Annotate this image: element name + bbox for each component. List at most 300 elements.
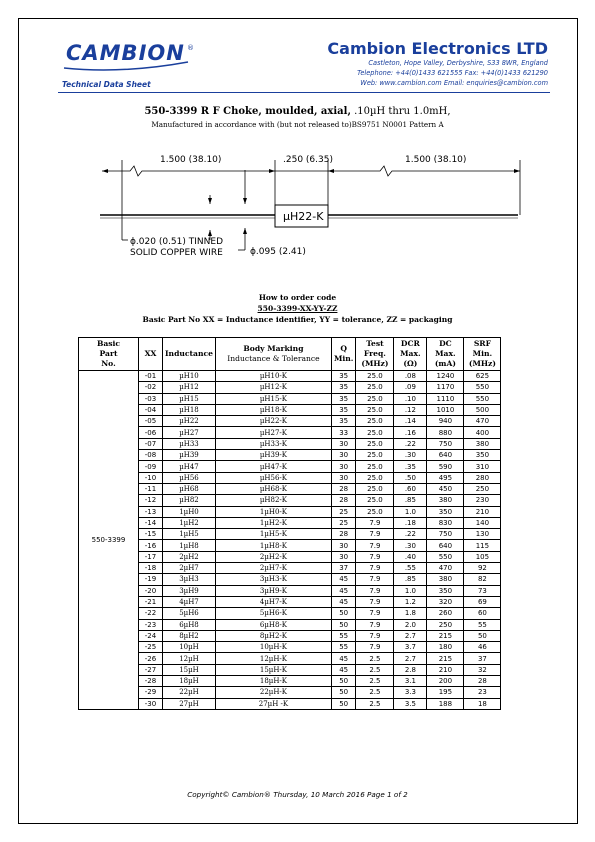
col-q: Q Min. <box>331 338 355 371</box>
cell-dc: 250 <box>427 619 464 630</box>
cell-bm: 4µH7-K <box>215 596 331 607</box>
cell-srf: 37 <box>464 653 501 664</box>
body-diameter: ϕ.095 (2.41) <box>250 247 306 257</box>
cell-xx: -27 <box>139 664 163 675</box>
cell-srf: 130 <box>464 529 501 540</box>
cell-ind: µH68 <box>163 483 216 494</box>
cell-f: 7.9 <box>356 619 394 630</box>
cell-ind: 4µH7 <box>163 596 216 607</box>
cell-f: 25.0 <box>356 404 394 415</box>
cell-xx: -09 <box>139 461 163 472</box>
cell-dc: 210 <box>427 664 464 675</box>
cell-q: 28 <box>331 483 355 494</box>
cell-srf: 50 <box>464 630 501 641</box>
cell-ind: 1µH2 <box>163 517 216 528</box>
cell-q: 35 <box>331 382 355 393</box>
cell-bm: 18µH-K <box>215 676 331 687</box>
cell-ind: 18µH <box>163 676 216 687</box>
cell-ind: µH56 <box>163 472 216 483</box>
product-title <box>0 106 595 117</box>
cell-q: 45 <box>331 585 355 596</box>
cell-bm: 10µH-K <box>215 642 331 653</box>
cell-dcr: .10 <box>394 393 427 404</box>
cell-bm: 1µH8-K <box>215 540 331 551</box>
cell-bm: µH27-K <box>215 427 331 438</box>
cell-dcr: .40 <box>394 551 427 562</box>
cell-dcr: 2.7 <box>394 653 427 664</box>
table-row <box>79 517 501 528</box>
cell-dcr: .85 <box>394 574 427 585</box>
cell-dc: 470 <box>427 563 464 574</box>
cell-xx: -23 <box>139 619 163 630</box>
cell-ind: 2µH7 <box>163 563 216 574</box>
cell-ind: 27µH <box>163 698 216 709</box>
cell-bm: 15µH-K <box>215 664 331 675</box>
cell-bm: 3µH3-K <box>215 574 331 585</box>
cell-bm: µH12-K <box>215 382 331 393</box>
cell-dc: 195 <box>427 687 464 698</box>
company-phone-fax: Telephone: +44(0)1433 621555 Fax: +44(0)1433 621290 <box>357 69 548 77</box>
col-body-marking: Body Marking Inductance & Tolerance <box>215 338 331 371</box>
cell-f: 7.9 <box>356 540 394 551</box>
cell-xx: -08 <box>139 450 163 461</box>
cell-xx: -20 <box>139 585 163 596</box>
table-row <box>79 506 501 517</box>
cell-dcr: .50 <box>394 472 427 483</box>
cell-q: 50 <box>331 687 355 698</box>
cell-dcr: .30 <box>394 450 427 461</box>
col-dc: DC Max. (mA) <box>427 338 464 371</box>
cell-dcr: 2.0 <box>394 619 427 630</box>
cell-bm: µH39-K <box>215 450 331 461</box>
cell-srf: 210 <box>464 506 501 517</box>
table-row <box>79 529 501 540</box>
col-test-freq: Test Freq. (MHz) <box>356 338 394 371</box>
table-row <box>79 585 501 596</box>
spec-table <box>78 337 501 710</box>
cell-dcr: .16 <box>394 427 427 438</box>
cell-dc: 880 <box>427 427 464 438</box>
company-logo: CAMBION <box>66 41 185 65</box>
table-row <box>79 472 501 483</box>
cell-f: 7.9 <box>356 574 394 585</box>
wire-spec-line1: ϕ.020 (0.51) TINNED <box>130 237 223 247</box>
cell-q: 45 <box>331 653 355 664</box>
cell-q: 37 <box>331 563 355 574</box>
cell-ind: µH22 <box>163 416 216 427</box>
cell-srf: 92 <box>464 563 501 574</box>
cell-srf: 46 <box>464 642 501 653</box>
table-row <box>79 642 501 653</box>
cell-srf: 18 <box>464 698 501 709</box>
cell-srf: 69 <box>464 596 501 607</box>
cell-q: 28 <box>331 495 355 506</box>
cell-xx: -13 <box>139 506 163 517</box>
cell-f: 25.0 <box>356 461 394 472</box>
cell-bm: µH56-K <box>215 472 331 483</box>
cell-dc: 1010 <box>427 404 464 415</box>
cell-q: 30 <box>331 438 355 449</box>
cell-f: 25.0 <box>356 495 394 506</box>
cell-f: 2.5 <box>356 698 394 709</box>
cell-f: 25.0 <box>356 382 394 393</box>
cell-srf: 250 <box>464 483 501 494</box>
cell-xx: -22 <box>139 608 163 619</box>
cell-srf: 550 <box>464 382 501 393</box>
cell-dcr: .22 <box>394 529 427 540</box>
cell-dc: 550 <box>427 551 464 562</box>
cell-bm: µH82-K <box>215 495 331 506</box>
dimension-drawing <box>90 140 530 280</box>
cell-dc: 260 <box>427 608 464 619</box>
cell-dcr: .85 <box>394 495 427 506</box>
cell-dc: 750 <box>427 438 464 449</box>
cell-bm: 6µH8-K <box>215 619 331 630</box>
cell-dcr: .18 <box>394 517 427 528</box>
cell-f: 25.0 <box>356 438 394 449</box>
cell-q: 45 <box>331 664 355 675</box>
cell-f: 2.5 <box>356 664 394 675</box>
order-heading: How to order code <box>258 293 337 302</box>
cell-xx: -06 <box>139 427 163 438</box>
table-header-row <box>79 338 501 371</box>
table-row <box>79 404 501 415</box>
cell-ind: µH47 <box>163 461 216 472</box>
order-code: 550-3399-XX-YY-ZZ <box>257 304 338 313</box>
cell-bm: µH47-K <box>215 461 331 472</box>
cell-srf: 625 <box>464 371 501 382</box>
cell-q: 35 <box>331 404 355 415</box>
cell-bm: 12µH-K <box>215 653 331 664</box>
cell-ind: 8µH2 <box>163 630 216 641</box>
cell-ind: 15µH <box>163 664 216 675</box>
cell-q: 50 <box>331 676 355 687</box>
dim-lead-left: 1.500 (38.10) <box>160 155 222 165</box>
table-row <box>79 596 501 607</box>
cell-srf: 400 <box>464 427 501 438</box>
cell-xx: -11 <box>139 483 163 494</box>
cell-dcr: .22 <box>394 438 427 449</box>
cell-bm: 1µH5-K <box>215 529 331 540</box>
company-address: Castleton, Hope Valley, Derbyshire, S33 8WR, England <box>368 59 548 67</box>
table-row <box>79 393 501 404</box>
product-title-main: 550-3399 R F Choke, moulded, axial, <box>144 106 351 117</box>
cell-xx: -25 <box>139 642 163 653</box>
cell-q: 55 <box>331 630 355 641</box>
order-legend: Basic Part No XX = Inductance identifier, YY = tolerance, ZZ = packaging <box>142 315 453 324</box>
cell-xx: -17 <box>139 551 163 562</box>
cell-xx: -15 <box>139 529 163 540</box>
cell-dcr: .60 <box>394 483 427 494</box>
cell-dcr: 1.0 <box>394 585 427 596</box>
cell-srf: 73 <box>464 585 501 596</box>
cell-xx: -18 <box>139 563 163 574</box>
cell-ind: 1µH8 <box>163 540 216 551</box>
cell-q: 50 <box>331 619 355 630</box>
cell-xx: -10 <box>139 472 163 483</box>
col-basic-part: Basic Part No. <box>79 338 139 371</box>
cell-q: 35 <box>331 416 355 427</box>
cell-f: 7.9 <box>356 529 394 540</box>
table-row <box>79 483 501 494</box>
cell-ind: 3µH3 <box>163 574 216 585</box>
table-row <box>79 382 501 393</box>
cell-xx: -16 <box>139 540 163 551</box>
cell-srf: 230 <box>464 495 501 506</box>
cell-dc: 350 <box>427 506 464 517</box>
cell-q: 30 <box>331 472 355 483</box>
wire-spec-line2: SOLID COPPER WIRE <box>130 248 223 258</box>
cell-dc: 940 <box>427 416 464 427</box>
cell-srf: 60 <box>464 608 501 619</box>
cell-bm: 1µH0-K <box>215 506 331 517</box>
col-srf: SRF Min. (MHz) <box>464 338 501 371</box>
table-row <box>79 461 501 472</box>
col-inductance: Inductance <box>163 338 216 371</box>
cell-srf: 470 <box>464 416 501 427</box>
cell-dcr: .30 <box>394 540 427 551</box>
basic-part-cell: 550-3399 <box>79 371 139 710</box>
cell-xx: -29 <box>139 687 163 698</box>
cell-q: 30 <box>331 461 355 472</box>
body-marking-label: µH22-K <box>283 210 324 223</box>
cell-dcr: 1.8 <box>394 608 427 619</box>
cell-q: 35 <box>331 371 355 382</box>
table-row <box>79 574 501 585</box>
cell-srf: 115 <box>464 540 501 551</box>
cell-xx: -03 <box>139 393 163 404</box>
table-row <box>79 551 501 562</box>
cell-f: 7.9 <box>356 596 394 607</box>
dim-body-length: .250 (6.35) <box>283 155 333 165</box>
cell-dc: 200 <box>427 676 464 687</box>
page-footer: Copyright© Cambion® Thursday, 10 March 2016 Page 1 of 2 <box>187 790 408 799</box>
cell-dc: 450 <box>427 483 464 494</box>
cell-ind: 1µH5 <box>163 529 216 540</box>
cell-bm: 1µH2-K <box>215 517 331 528</box>
cell-xx: -04 <box>139 404 163 415</box>
cell-f: 25.0 <box>356 416 394 427</box>
cell-srf: 350 <box>464 450 501 461</box>
logo-registered-mark: ® <box>187 44 194 52</box>
table-row <box>79 540 501 551</box>
cell-srf: 500 <box>464 404 501 415</box>
cell-dcr: .08 <box>394 371 427 382</box>
cell-xx: -19 <box>139 574 163 585</box>
cell-dc: 188 <box>427 698 464 709</box>
cell-f: 7.9 <box>356 563 394 574</box>
table-row <box>79 664 501 675</box>
cell-f: 7.9 <box>356 642 394 653</box>
cell-dc: 1170 <box>427 382 464 393</box>
cell-dcr: .12 <box>394 404 427 415</box>
cell-xx: -07 <box>139 438 163 449</box>
table-row <box>79 698 501 709</box>
cell-f: 2.5 <box>356 653 394 664</box>
cell-f: 25.0 <box>356 472 394 483</box>
product-subtitle: Manufactured in accordance with (but not released to)BS9751 N0001 Pattern A <box>151 120 444 129</box>
cell-ind: 12µH <box>163 653 216 664</box>
cell-dcr: 1.0 <box>394 506 427 517</box>
cell-f: 2.5 <box>356 676 394 687</box>
table-row <box>79 630 501 641</box>
table-row <box>79 450 501 461</box>
cell-q: 33 <box>331 427 355 438</box>
cell-xx: -21 <box>139 596 163 607</box>
table-row <box>79 608 501 619</box>
cell-bm: 27µH -K <box>215 698 331 709</box>
table-row <box>79 495 501 506</box>
cell-srf: 310 <box>464 461 501 472</box>
cell-bm: µH22-K <box>215 416 331 427</box>
cell-q: 30 <box>331 551 355 562</box>
cell-srf: 380 <box>464 438 501 449</box>
cell-srf: 82 <box>464 574 501 585</box>
dim-line-left <box>102 166 275 176</box>
cell-dc: 320 <box>427 596 464 607</box>
cell-srf: 23 <box>464 687 501 698</box>
table-row <box>79 371 501 382</box>
cell-bm: 5µH6-K <box>215 608 331 619</box>
cell-dc: 180 <box>427 642 464 653</box>
cell-xx: -26 <box>139 653 163 664</box>
cell-dc: 215 <box>427 653 464 664</box>
cell-dcr: .55 <box>394 563 427 574</box>
cell-ind: µH18 <box>163 404 216 415</box>
cell-q: 45 <box>331 574 355 585</box>
cell-ind: 5µH6 <box>163 608 216 619</box>
cell-ind: µH12 <box>163 382 216 393</box>
cell-dc: 830 <box>427 517 464 528</box>
cell-bm: 3µH9-K <box>215 585 331 596</box>
cell-q: 35 <box>331 393 355 404</box>
cell-bm: 2µH7-K <box>215 563 331 574</box>
cell-srf: 140 <box>464 517 501 528</box>
cell-ind: 2µH2 <box>163 551 216 562</box>
cell-xx: -14 <box>139 517 163 528</box>
cell-dc: 380 <box>427 495 464 506</box>
cell-dcr: .14 <box>394 416 427 427</box>
cell-q: 45 <box>331 596 355 607</box>
cell-dc: 215 <box>427 630 464 641</box>
cell-q: 55 <box>331 642 355 653</box>
cell-bm: 22µH-K <box>215 687 331 698</box>
cell-q: 50 <box>331 698 355 709</box>
cell-f: 25.0 <box>356 506 394 517</box>
cell-dc: 750 <box>427 529 464 540</box>
table-row <box>79 653 501 664</box>
cell-bm: µH18-K <box>215 404 331 415</box>
cell-bm: µH15-K <box>215 393 331 404</box>
cell-dc: 590 <box>427 461 464 472</box>
cell-ind: µH39 <box>163 450 216 461</box>
cell-xx: -01 <box>139 371 163 382</box>
cell-dc: 495 <box>427 472 464 483</box>
cell-ind: µH82 <box>163 495 216 506</box>
cell-dcr: 3.1 <box>394 676 427 687</box>
cell-q: 30 <box>331 540 355 551</box>
company-web-email: Web: www.cambion.com Email: enquiries@cambion.com <box>360 79 548 87</box>
cell-f: 7.9 <box>356 551 394 562</box>
cell-dcr: 2.8 <box>394 664 427 675</box>
cell-dcr: .35 <box>394 461 427 472</box>
cell-ind: 1µH0 <box>163 506 216 517</box>
cell-dcr: 3.5 <box>394 698 427 709</box>
dim-line-right <box>328 166 520 176</box>
cell-f: 25.0 <box>356 371 394 382</box>
cell-ind: 6µH8 <box>163 619 216 630</box>
cell-dcr: 1.2 <box>394 596 427 607</box>
cell-bm: µH10-K <box>215 371 331 382</box>
cell-dcr: 2.7 <box>394 630 427 641</box>
table-row <box>79 416 501 427</box>
cell-q: 25 <box>331 517 355 528</box>
cell-q: 50 <box>331 608 355 619</box>
cell-f: 25.0 <box>356 483 394 494</box>
cell-srf: 550 <box>464 393 501 404</box>
cell-ind: µH33 <box>163 438 216 449</box>
cell-f: 25.0 <box>356 427 394 438</box>
table-row <box>79 427 501 438</box>
cell-xx: -28 <box>139 676 163 687</box>
cell-dcr: 3.7 <box>394 642 427 653</box>
cell-bm: 2µH2-K <box>215 551 331 562</box>
table-row <box>79 676 501 687</box>
cell-dcr: 3.3 <box>394 687 427 698</box>
cell-bm: µH68-K <box>215 483 331 494</box>
cell-f: 7.9 <box>356 585 394 596</box>
cell-dc: 350 <box>427 585 464 596</box>
cell-q: 28 <box>331 529 355 540</box>
col-xx: XX <box>139 338 163 371</box>
dim-lead-right: 1.500 (38.10) <box>405 155 467 165</box>
cell-ind: µH10 <box>163 371 216 382</box>
cell-srf: 28 <box>464 676 501 687</box>
cell-f: 25.0 <box>356 393 394 404</box>
cell-ind: 22µH <box>163 687 216 698</box>
cell-xx: -24 <box>139 630 163 641</box>
product-title-range: .10µH thru 1.0mH, <box>350 106 451 117</box>
header-rule <box>58 92 550 93</box>
cell-srf: 55 <box>464 619 501 630</box>
cell-f: 25.0 <box>356 450 394 461</box>
cell-srf: 280 <box>464 472 501 483</box>
cell-ind: µH15 <box>163 393 216 404</box>
cell-q: 25 <box>331 506 355 517</box>
cell-bm: 8µH2-K <box>215 630 331 641</box>
table-row <box>79 563 501 574</box>
cell-f: 7.9 <box>356 608 394 619</box>
table-row <box>79 438 501 449</box>
cell-srf: 32 <box>464 664 501 675</box>
cell-xx: -05 <box>139 416 163 427</box>
cell-srf: 105 <box>464 551 501 562</box>
cell-f: 2.5 <box>356 687 394 698</box>
cell-bm: µH33-K <box>215 438 331 449</box>
cell-xx: -30 <box>139 698 163 709</box>
cell-f: 7.9 <box>356 517 394 528</box>
col-dcr: DCR Max. (Ω) <box>394 338 427 371</box>
cell-dc: 380 <box>427 574 464 585</box>
cell-dc: 640 <box>427 450 464 461</box>
document-type: Technical Data Sheet <box>62 80 151 89</box>
table-row <box>79 619 501 630</box>
cell-ind: 3µH9 <box>163 585 216 596</box>
cell-ind: µH27 <box>163 427 216 438</box>
cell-dcr: .09 <box>394 382 427 393</box>
cell-f: 7.9 <box>356 630 394 641</box>
company-name: Cambion Electronics LTD <box>327 39 548 58</box>
